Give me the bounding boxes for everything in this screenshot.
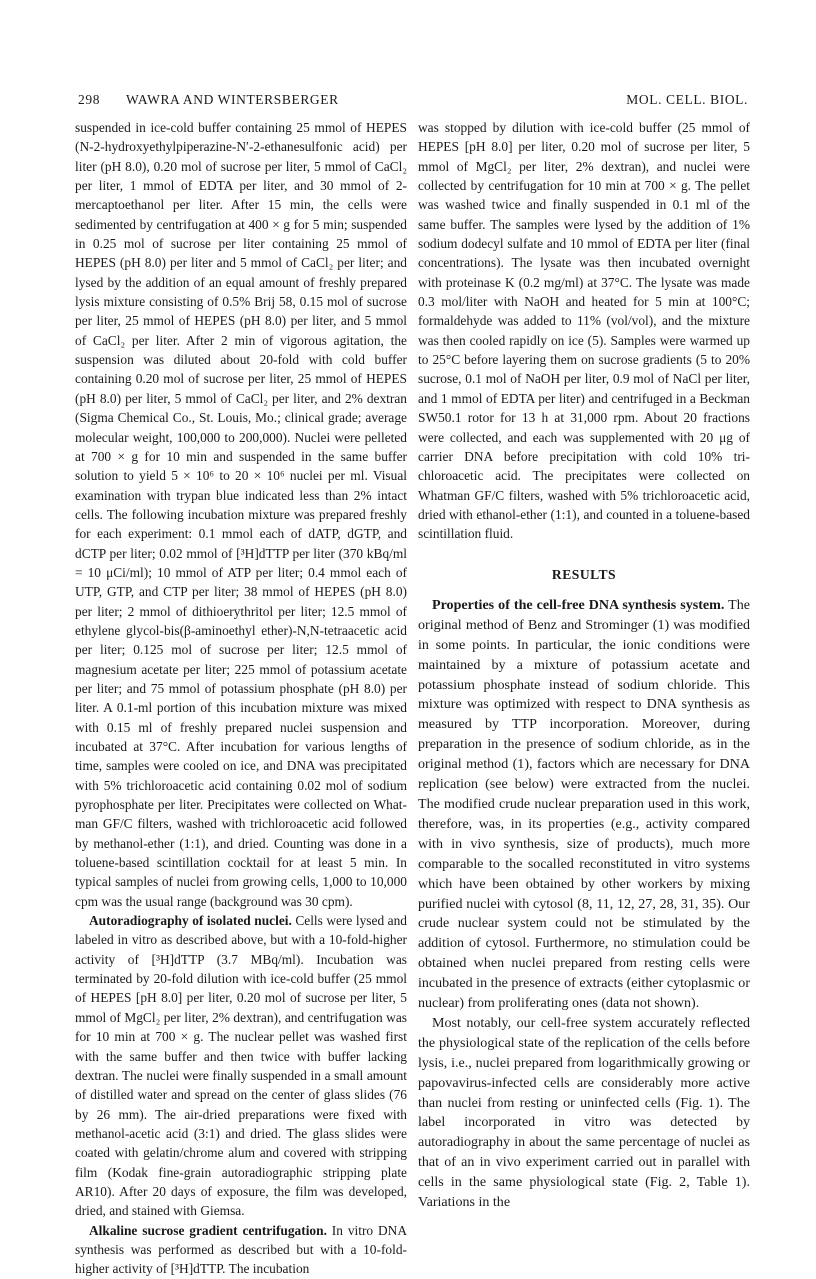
methods-paragraph-sucrose-gradient	[75, 1221, 407, 1279]
results-paragraph-physiological-state: Most notably, our cell-free system accurately reflected the physiological state of the replication of the cells before lysis, i.e., nuclei prepared from logarithmically growing or papovavirus-infected cells are considerably more active than nuclei from resting or uninfected cells (Fig. 1). The label incorporated in vitro was detected by autoradiography in about the same percentage of nuclei as that of an in vivo experiment carried out in parallel with cells in the same physiological state (Fig. 2, Table 1). Variations in the	[418, 1014, 750, 1211]
right-column	[418, 118, 750, 1213]
paragraph-body-properties: The original method of Benz and Strominger (1) was modified in some points. In particular, the ionic conditions were maintained by a mixture of potassium acetate and potassium phosphate instead of sodium chloride. This mixture was optimized with respect to DNA synthesis as measured by TTP incorporation. Moreover, during preparation in the presence of sodium chloride, as in the original method (1), factors which are necessary for DNA replication (see below) were extracted from the nuclei. The modified crude nuclear preparation used in this work, therefore, was, in its properties (e.g., activity compared with in vivo synthesis, size of products), much more comparable to the socalled reconstituted in vitro systems which have been obtained by other workers by mixing purified nuclei with cytosol (8, 11, 12, 27, 28, 31, 35). Our crude nuclear system could not be stimulated by the addition of cytosol. Furthermore, no stimulation could be obtained when nuclei prepared from resting cells were incubated in the presence of extracts (either cytoplasmic or nuclear) from proliferating ones (data not shown).	[418, 596, 750, 1012]
paragraph-body-sucrose-gradient: In vitro DNA synthesis was performed as described but with a 10-fold-higher activity of [³H]dTTP. The incubation	[75, 1222, 407, 1277]
left-column	[75, 118, 407, 1279]
paragraph-body-autoradiography: Cells were lysed and labeled in vitro as described above, but with a 10-fold-higher activity of [³H]dTTP (3.7 MBq/ml). Incubation was terminated by 20-fold dilution with ice-cold buffer (25 mmol of HEPES [pH 8.0] per liter, 0.20 mol of sucrose per liter, 5 mmol of MgCl₂ per liter, 2% dextran), and centrifugation was for 10 min at 700 × g. The nuclear pellet was washed first with the same buffer and then twice with buffer lacking dextran. The nuclei were finally suspended in a small amount of distilled water and spread on the center of glass slides (76 by 26 mm). The air-dried preparations were fixed with methanol-acetic acid (3:1) and dried. The glass slides were coated with gelatin/chrome alum and covered with stripping film (Kodak fine-grain autoradiographic stripping plate AR10). After 20 days of exposure, the film was developed, dried, and stained with Giemsa.	[75, 913, 407, 1219]
methods-paragraph-continued: was stopped by dilution with ice-cold buffer (25 mmol of HEPES [pH 8.0] per liter, 0.20 mol of sucrose per liter, 5 mmol of MgCl₂ per liter, 2% dextran), and nuclei were collected by centrifugation for 10 min at 700 × g. The pellet was washed twice and finally suspended in 0.1 ml of the same buffer. The samples were lysed by the addition of 1% sodium dodecyl sulfate and 10 mmol of EDTA per liter (final concentrations). The lysate was then incubated overnight with proteinase K (0.2 mg/ml) at 37°C. The lysate was made 0.3 mol/liter with NaOH and heated for 5 min at 100°C; formaldehyde was added to 11% (vol/vol), and the mixture was then cooled rapidly on ice (5). Samples were warmed up to 25°C before layering them on sucrose gradients (5 to 20% sucrose, 0.1 mol of NaOH per liter, 0.9 mol of NaCl per liter, and 1 mmol of EDTA per liter) and centrifuged in a Beckman SW50.1 rotor for 13 h at 31,000 rpm. About 20 fractions were collected, and each was supplemented with 20 μg of carrier DNA before precipitation with cold 10% trichloroacetic acid. The precipitates were collected on Whatman GF/C filters, washed with 5% trichloroacetic acid, dried with ethanol-ether (1:1), and counted in a toluene-based scintillation fluid.	[418, 120, 750, 542]
subsection-heading-sucrose-gradient: Alkaline sucrose gradient centrifugation.	[89, 1222, 327, 1238]
journal-name: MOL. CELL. BIOL.	[626, 92, 748, 107]
page-number: 298	[78, 92, 101, 107]
running-header	[78, 92, 748, 112]
methods-paragraph-nuclei-preparation: suspended in ice-cold buffer containing 25 mmol of HEPES (N-2-hydroxyethylpiperazine-N′-2-ethanesulfonic acid) per liter (pH 8.0), 0.20 mol of sucrose per liter, 5 mmol of CaCl₂ per liter, 1 mmol of EDTA per liter, and 30 mmol of 2-mercaptoethanol per liter. After 15 min, the cells were sedimented by centrifugation at 400 × g for 5 min; suspended in 0.25 mol of sucrose per liter containing 25 mmol of HEPES (pH 8.0) per liter and 5 mmol of CaCl₂ per liter; and lysed by the addition of an equal amount of freshly prepared lysis mixture consisting of 0.5% Brij 58, 0.15 mol of sucrose per liter, 25 mmol of HEPES (pH 8.0) per liter, and 5 mmol of CaCl₂ per liter. After 2 min of vigorous agitation, the suspension was diluted about 20-fold with cold buffer containing 0.20 mol of sucrose per liter, 25 mmol of HEPES (pH 8.0) per liter, 5 mmol of CaCl₂ per liter, and 2% dextran (Sigma Chemical Co., St. Louis, Mo.; clinical grade; average molecular weight, 100,000 to 200,000). Nuclei were pelleted at 700 × g for 10 min and suspended in the same buffer solution to yield 5 × 10⁶ to 20 × 10⁶ nuclei per ml. Visual examination with trypan blue indicated less than 2% intact cells. The following incubation mixture was prepared freshly for each experiment: 0.1 mmol each of dATP, dGTP, and dCTP per liter; 0.02 mmol of [³H]dTTP per liter (370 kBq/ml = 10 μCi/ml); 10 mmol of ATP per liter; 0.4 mmol each of UTP, GTP, and CTP per liter; 38 mmol of HEPES (pH 8.0) per liter; 2 mmol of dithioerythritol per liter; 12.5 mmol of ethylene glycol-bis(β-aminoethyl ether)-N,N-tetraacetic acid per liter; 0.125 mol of sucrose per liter; 12.5 mmol of magnesium acetate per liter; 225 mmol of potassium acetate per liter; and 75 mmol of potassium phosphate (pH 8.0) per liter. A 0.1-ml portion of this incubation mixture was mixed with 0.15 ml of freshly prepared nuclei suspension and incubated at 37°C. After incubation for various lengths of time, samples were cooled on ice, and DNA was precipitated with 5% trichloroacetic acid containing 0.02 mol of sodium pyrophosphate per liter. Precipitates were collected on Whatman GF/C filters, washed with trichloroacetic acid followed by methanol-ether (1:1), and dried. Counting was done in a toluene-based scintillation cocktail for at least 5 min. In typical samples of nuclei from growing cells, 1,000 to 10,000 cpm was the usual range (background was 30 cpm).	[75, 120, 407, 909]
methods-paragraph-autoradiography	[75, 911, 407, 1221]
results-paragraph-properties	[418, 596, 750, 1014]
section-title-results: RESULTS	[551, 566, 617, 582]
running-authors: WAWRA AND WINTERSBERGER	[126, 92, 339, 107]
subsection-heading-autoradiography: Autoradiography of isolated nuclei.	[89, 913, 292, 929]
results-body	[418, 596, 750, 1213]
subsection-heading-properties: Properties of the cell-free DNA synthesis system.	[432, 596, 725, 613]
